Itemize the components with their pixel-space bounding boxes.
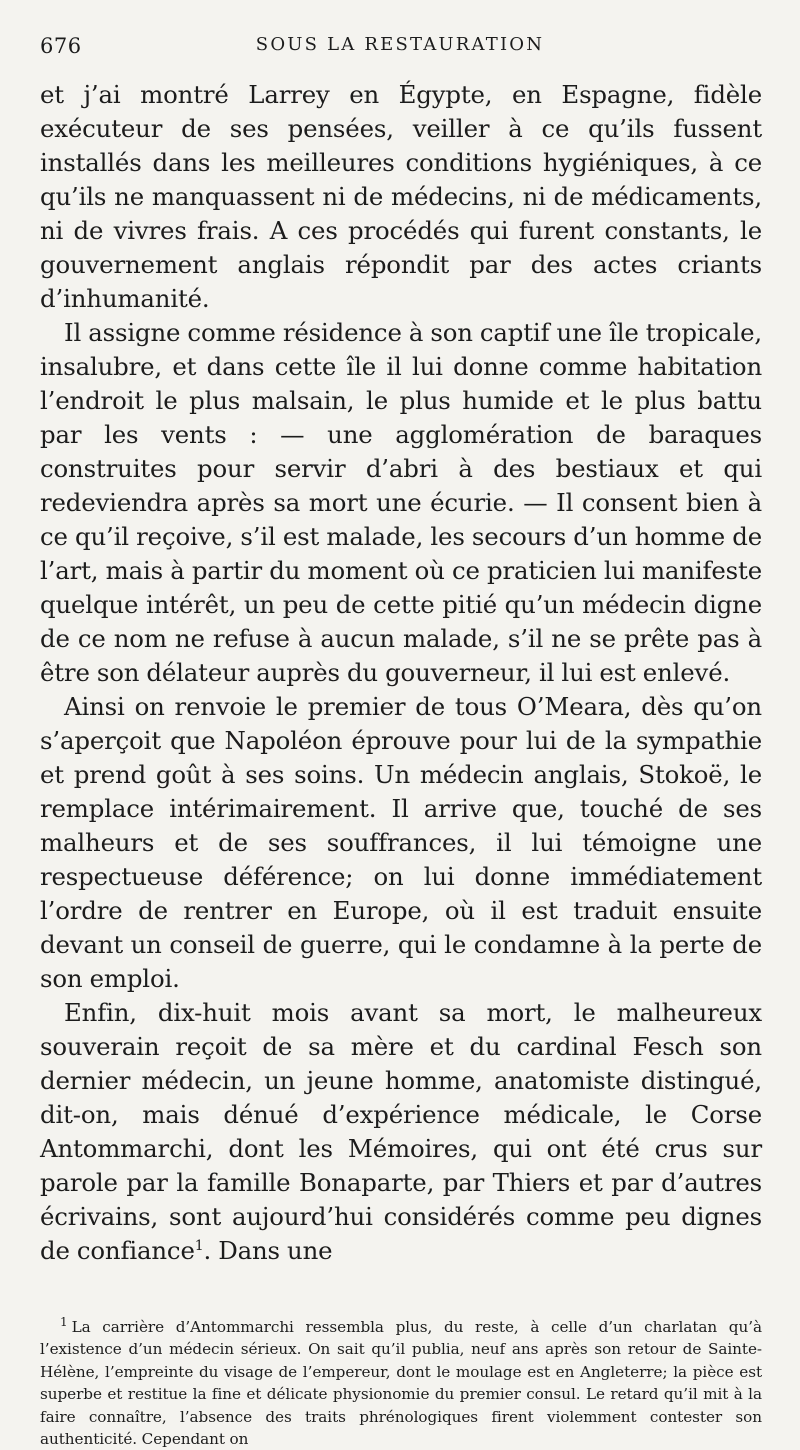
footnote-body: La carrière d’Antommarchi ressembla plus, du reste, à celle d’un charlatan qu’à l’existence d’un médecin sérieux. On sait qu’il publia, neuf ans après son retour de Sainte-Hélène, l’empreinte du visage de l’empereur, dont le moulage est en Angleterre; la pièce est superbe et restitue la fine et délicate physionomie du premier consul. Le retard qu’il mit à la faire connaître, l’absence des traits phrénologiques firent violemment contester son authenticité. Cependant on [40, 1318, 762, 1449]
page-number: 676 [40, 34, 82, 58]
paragraph-text-end: . Dans une [203, 1236, 333, 1265]
paragraph: Il assigne comme résidence à son captif une île tropicale, insalubre, et dans cette île il lui donne comme habitation l’endroit le plus malsain, le plus humide et le plus battu par les vents : — une agglomération de baraques construites pour servir d’abri à des bestiaux et qui redeviendra après sa mort une écurie. — Il consent bien à ce qu’il reçoive, s’il est malade, les secours d’un homme de l’art, mais à partir du moment où ce praticien lui manifeste quelque intérêt, un peu de cette pitié qu’un médecin digne de ce nom ne refuse à aucun malade, s’il ne se prête pas à être son délateur auprès du gouverneur, il lui est enlevé. [40, 318, 762, 687]
running-title: SOUS LA RESTAURATION [255, 34, 545, 55]
paragraph: Ainsi on renvoie le premier de tous O’Meara, dès qu’on s’aperçoit que Napoléon éprouve pour lui de la sympathie et prend goût à ses soins. Un médecin anglais, Stokoë, le remplace intérimairement. Il arrive que, touché de ses malheurs et de ses souffrances, il lui témoigne une respectueuse déférence; on lui donne immédiatement l’ordre de rentrer en Europe, où il est traduit ensuite devant un conseil de guerre, qui le condamne à la perte de son emploi. [40, 692, 762, 993]
footnote-text [40, 1316, 762, 1450]
paragraph-continuation: et j’ai montré Larrey en Égypte, en Espagne, fidèle exécuteur de ses pensées, veiller à ce qu’ils fussent installés dans les meilleures conditions hygiéniques, à ce qu’ils ne manquassent ni de médecins, ni de médicaments, ni de vivres frais. A ces procédés qui furent constants, le gouvernement anglais répondit par des actes criants d’inhumanité. [40, 80, 762, 313]
paragraph [40, 996, 762, 1268]
main-text [40, 78, 762, 1268]
page-header [40, 34, 760, 74]
footnote-reference: 1 [194, 1237, 204, 1254]
footnote-marker: 1 [60, 1314, 68, 1329]
paragraph-text: Enfin, dix-huit mois avant sa mort, le malheureux souverain reçoit de sa mère et du cardinal Fesch son dernier médecin, un jeune homme, anatomiste distingué, dit-on, mais dénué d’expérience médicale, le Corse Antommarchi, dont les Mémoires, qui ont été crus sur parole par la famille Bonaparte, par Thiers et par d’autres écrivains, sont aujourd’hui considérés comme peu dignes de confiance [40, 998, 762, 1265]
footnote [40, 1316, 762, 1450]
